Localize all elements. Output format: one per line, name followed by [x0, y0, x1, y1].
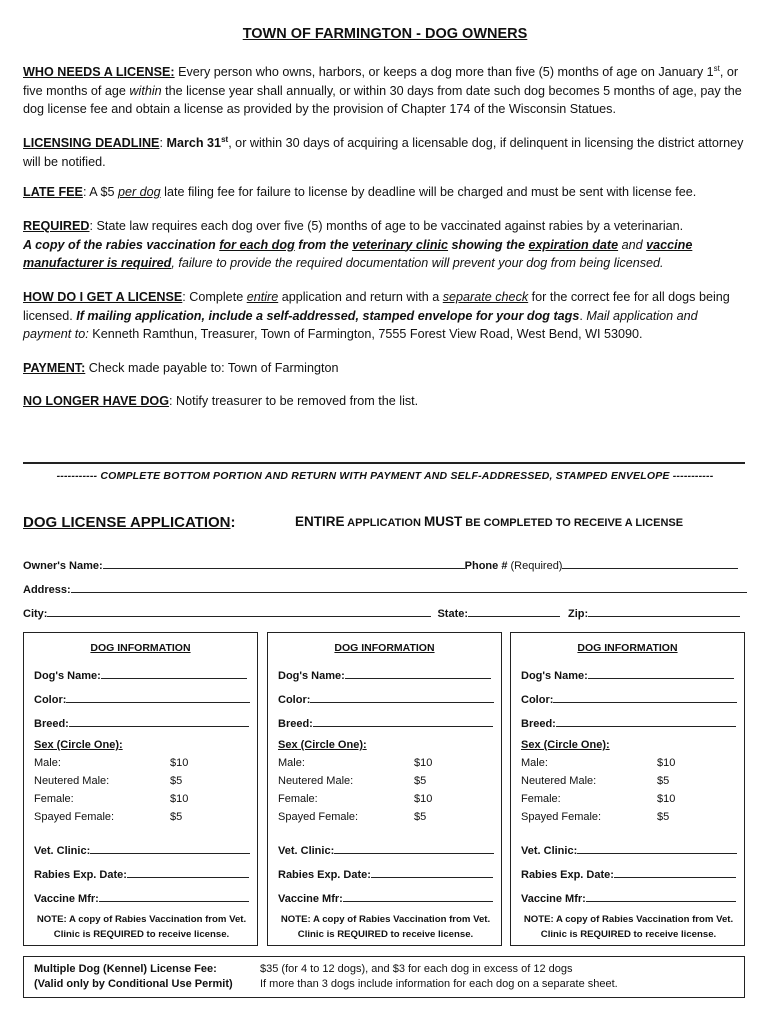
dog-breed-field[interactable] [313, 715, 493, 727]
fee-female-option[interactable]: Female: [521, 793, 561, 805]
address-label: Address: [23, 584, 71, 596]
dog-color-label: Color: [34, 694, 67, 706]
vaccine-mfr-label: Vaccine Mfr: [34, 893, 99, 905]
application-title-colon: : [230, 514, 236, 531]
required-vet-clinic: veterinary clinic [352, 237, 449, 252]
deadline-date: March 31 [166, 136, 222, 151]
how-text-1: : Complete [182, 290, 247, 304]
vaccine-mfr-row [34, 890, 249, 905]
address-row [23, 581, 747, 596]
vet-clinic-row [278, 842, 494, 857]
how-entire: entire [246, 290, 279, 304]
owner-name-label: Owner's Name: [23, 560, 103, 572]
dog-name-label: Dog's Name: [278, 670, 345, 682]
phone-label: Phone # [464, 560, 508, 572]
rabies-date-label: Rabies Exp. Date: [521, 869, 614, 881]
vet-clinic-row [521, 842, 737, 857]
dog-breed-label: Breed: [278, 718, 313, 730]
dog-name-field[interactable] [345, 667, 491, 679]
how-text-3: for the correct fee for all dogs being licensed. [23, 290, 730, 323]
how-separate-check: separate check [442, 290, 529, 304]
application-title-text: DOG LICENSE APPLICATION [23, 514, 231, 531]
address-field[interactable] [71, 581, 747, 593]
late-text-2: late filing fee for failure to license by deadline will be charged and must be sent with license fee. [160, 185, 697, 199]
vet-clinic-field[interactable] [577, 842, 737, 854]
state-label: State: [437, 608, 469, 620]
dog-color-row [278, 691, 494, 706]
rabies-date-label: Rabies Exp. Date: [278, 869, 371, 881]
dog-breed-label: Breed: [521, 718, 556, 730]
dog-name-label: Dog's Name: [34, 670, 101, 682]
fee-neutered-male-option[interactable]: Neutered Male: [278, 775, 354, 787]
fee-neutered-male-amount: $5 [657, 775, 670, 787]
dog-color-row [34, 691, 250, 706]
late-per-dog: per dog [117, 185, 161, 199]
deadline-text-1: : [159, 136, 167, 151]
kennel-label-2: (Valid only by Conditional Use Permit) [34, 978, 233, 990]
fee-female-option[interactable]: Female: [278, 793, 318, 805]
required-label: REQUIRED [23, 219, 90, 233]
dog-info-heading: DOG INFORMATION [90, 642, 191, 654]
fee-male-amount: $10 [657, 757, 676, 769]
rabies-date-field[interactable] [614, 866, 736, 878]
dog-info-heading: DOG INFORMATION [577, 642, 678, 654]
sex-label: Sex (Circle One): [34, 739, 123, 751]
owner-name-row [23, 557, 738, 572]
rabies-date-row [521, 866, 736, 881]
rabies-date-label: Rabies Exp. Date: [34, 869, 127, 881]
owner-name-field[interactable] [103, 557, 465, 569]
city-field[interactable] [47, 605, 431, 617]
dog-breed-field[interactable] [69, 715, 249, 727]
fee-neutered-male-amount: $5 [414, 775, 427, 787]
required-and: and [618, 237, 647, 252]
note-entire: ENTIRE [295, 514, 345, 529]
dog-name-row [34, 667, 247, 682]
vet-clinic-field[interactable] [334, 842, 494, 854]
deadline-label: LICENSING DEADLINE [23, 136, 160, 151]
payment-paragraph [23, 359, 749, 378]
vaccine-mfr-row [521, 890, 736, 905]
note-application: APPLICATION [344, 517, 424, 529]
how-mailing-note: If mailing application, include a self-addressed, stamped envelope for your dog tags [76, 308, 580, 323]
kennel-license-box [23, 956, 745, 998]
how-label: HOW DO I GET A LICENSE [23, 290, 183, 304]
payment-label: PAYMENT: [23, 361, 86, 375]
licensing-deadline-paragraph [23, 131, 749, 171]
dog-breed-field[interactable] [556, 715, 736, 727]
late-text-1: : A $5 [82, 185, 118, 199]
dog-name-label: Dog's Name: [521, 670, 588, 682]
dog-info-box-3 [510, 632, 745, 946]
zip-field[interactable] [588, 605, 740, 617]
state-field[interactable] [468, 605, 560, 617]
note-must: MUST [423, 514, 463, 529]
sex-label: Sex (Circle One): [278, 739, 367, 751]
fee-spayed-female-option[interactable]: Spayed Female: [521, 811, 602, 823]
vet-clinic-row [34, 842, 250, 857]
who-label: WHO NEEDS A LICENSE: [23, 65, 175, 80]
how-text-2: application and return with a [278, 290, 443, 304]
zip-label: Zip: [568, 608, 589, 620]
vet-clinic-field[interactable] [90, 842, 250, 854]
vet-clinic-label: Vet. Clinic: [278, 845, 335, 857]
fee-male-option[interactable]: Male: [521, 757, 548, 769]
who-text-1: Every person who owns, harbors, or keeps a dog more than five (5) months of age on January 1 [174, 65, 714, 80]
dog-name-row [278, 667, 491, 682]
cut-instruction: ----------- COMPLETE BOTTOM PORTION AND RETURN WITH PAYMENT AND SELF-ADDRESSED, STAMPED ENVELOPE ----------- [56, 470, 714, 482]
dog-info-heading: DOG INFORMATION [334, 642, 435, 654]
dog-color-field[interactable] [553, 691, 737, 703]
who-within: within [129, 83, 162, 98]
fee-spayed-female-amount: $5 [657, 811, 670, 823]
fee-neutered-male-amount: $5 [170, 775, 183, 787]
fee-male-option[interactable]: Male: [34, 757, 61, 769]
dog-name-field[interactable] [101, 667, 247, 679]
vet-clinic-label: Vet. Clinic: [521, 845, 578, 857]
no-longer-text: : Notify treasurer to be removed from the list. [169, 394, 419, 408]
late-fee-label: LATE FEE [23, 185, 83, 199]
dog-color-label: Color: [521, 694, 554, 706]
dog-info-box-1 [23, 632, 258, 946]
fee-spayed-female-option[interactable]: Spayed Female: [34, 811, 115, 823]
fee-female-option[interactable]: Female: [34, 793, 74, 805]
required-text-1: : State law requires each dog over five (5) months of age to be vaccinated against rabies by a veterinarian. [89, 219, 684, 233]
city-label: City: [23, 608, 48, 620]
payment-text: Check made payable to: Town of Farmington [85, 361, 339, 375]
vaccine-mfr-label: Vaccine Mfr: [278, 893, 343, 905]
dog-name-row [521, 667, 734, 682]
no-longer-label: NO LONGER HAVE DOG [23, 394, 170, 408]
rabies-note: NOTE: A copy of Rabies Vaccination from Vet. Clinic is REQUIRED to receive license. [523, 914, 734, 940]
dog-info-box-2 [267, 632, 502, 946]
dog-breed-row [278, 715, 493, 730]
city-state-zip-row [23, 605, 740, 620]
phone-required: (Required) [507, 560, 563, 572]
dog-breed-label: Breed: [34, 718, 69, 730]
note-rest: BE COMPLETED TO RECEIVE A LICENSE [462, 517, 684, 529]
kennel-fee-text: $35 (for 4 to 12 dogs), and $3 for each dog in excess of 12 dogs [260, 963, 573, 975]
how-text-4: . [579, 308, 587, 323]
vaccine-mfr-field[interactable] [99, 890, 249, 902]
application-title [23, 514, 236, 531]
how-address: Kenneth Ramthun, Treasurer, Town of Farmington, 7555 Forest View Road, West Bend, WI 53090. [88, 327, 643, 341]
rabies-date-field[interactable] [371, 866, 493, 878]
dog-breed-row [521, 715, 736, 730]
rabies-date-row [278, 866, 493, 881]
rabies-date-row [34, 866, 249, 881]
who-text-3: the license year shall annually, or within 30 days from date such dog becomes 5 months of age, pay the dog license fee and obtain a license as provided by the provision of Chapter 174 of the Wisconsin Statues. [23, 83, 742, 117]
vaccine-mfr-field[interactable] [343, 890, 493, 902]
cut-divider [23, 462, 745, 464]
how-to-get-license-paragraph [23, 288, 749, 344]
fee-spayed-female-amount: $5 [170, 811, 183, 823]
application-note [295, 514, 683, 529]
fee-female-amount: $10 [657, 793, 676, 805]
fee-spayed-female-amount: $5 [414, 811, 427, 823]
kennel-label-1: Multiple Dog (Kennel) License Fee: [34, 963, 217, 975]
dog-color-field[interactable] [66, 691, 250, 703]
dog-color-row [521, 691, 737, 706]
required-bold-3: showing the [448, 237, 529, 252]
kennel-instruction-text: If more than 3 dogs include information for each dog on a separate sheet. [260, 978, 618, 990]
late-fee-paragraph [23, 183, 749, 202]
rabies-note: NOTE: A copy of Rabies Vaccination from Vet. Clinic is REQUIRED to receive license. [280, 914, 491, 940]
fee-female-amount: $10 [170, 793, 189, 805]
required-paragraph [23, 217, 749, 273]
required-expiration-date: expiration date [528, 237, 619, 252]
page-title: TOWN OF FARMINGTON - DOG OWNERS [242, 26, 528, 42]
vaccine-mfr-row [278, 890, 493, 905]
fee-neutered-male-option[interactable]: Neutered Male: [34, 775, 110, 787]
fee-neutered-male-option[interactable]: Neutered Male: [521, 775, 597, 787]
required-manufacturer: vaccine manufacturer is required [23, 237, 693, 270]
required-bold-1: A copy of the rabies vaccination [23, 237, 220, 252]
dog-name-field[interactable] [588, 667, 734, 679]
dog-breed-row [34, 715, 249, 730]
vet-clinic-label: Vet. Clinic: [34, 845, 91, 857]
no-longer-paragraph [23, 392, 749, 411]
deadline-sup: st [221, 135, 229, 144]
vaccine-mfr-field[interactable] [586, 890, 736, 902]
fee-spayed-female-option[interactable]: Spayed Female: [278, 811, 359, 823]
required-text-2: , failure to provide the required documentation will prevent your dog from being licensed. [171, 256, 664, 270]
fee-male-amount: $10 [414, 757, 433, 769]
rabies-note: NOTE: A copy of Rabies Vaccination from Vet. Clinic is REQUIRED to receive license. [36, 914, 247, 940]
how-mail-to: Mail application and payment to: [23, 308, 698, 341]
who-needs-license-paragraph [23, 60, 749, 119]
rabies-date-field[interactable] [127, 866, 249, 878]
who-text-2: , or five months of age [23, 65, 739, 98]
fee-female-amount: $10 [414, 793, 433, 805]
sex-label: Sex (Circle One): [521, 739, 610, 751]
who-sup: st [713, 64, 720, 73]
fee-male-option[interactable]: Male: [278, 757, 305, 769]
dog-color-field[interactable] [310, 691, 494, 703]
fee-male-amount: $10 [170, 757, 189, 769]
deadline-text-2: , or within 30 days of acquiring a licensable dog, if delinquent in licensing the district attorney will be notified. [23, 136, 744, 169]
phone-field[interactable] [562, 557, 738, 569]
dog-color-label: Color: [278, 694, 311, 706]
required-bold-2: from the [294, 237, 353, 252]
vaccine-mfr-label: Vaccine Mfr: [521, 893, 586, 905]
required-each-dog: for each dog [219, 237, 295, 252]
